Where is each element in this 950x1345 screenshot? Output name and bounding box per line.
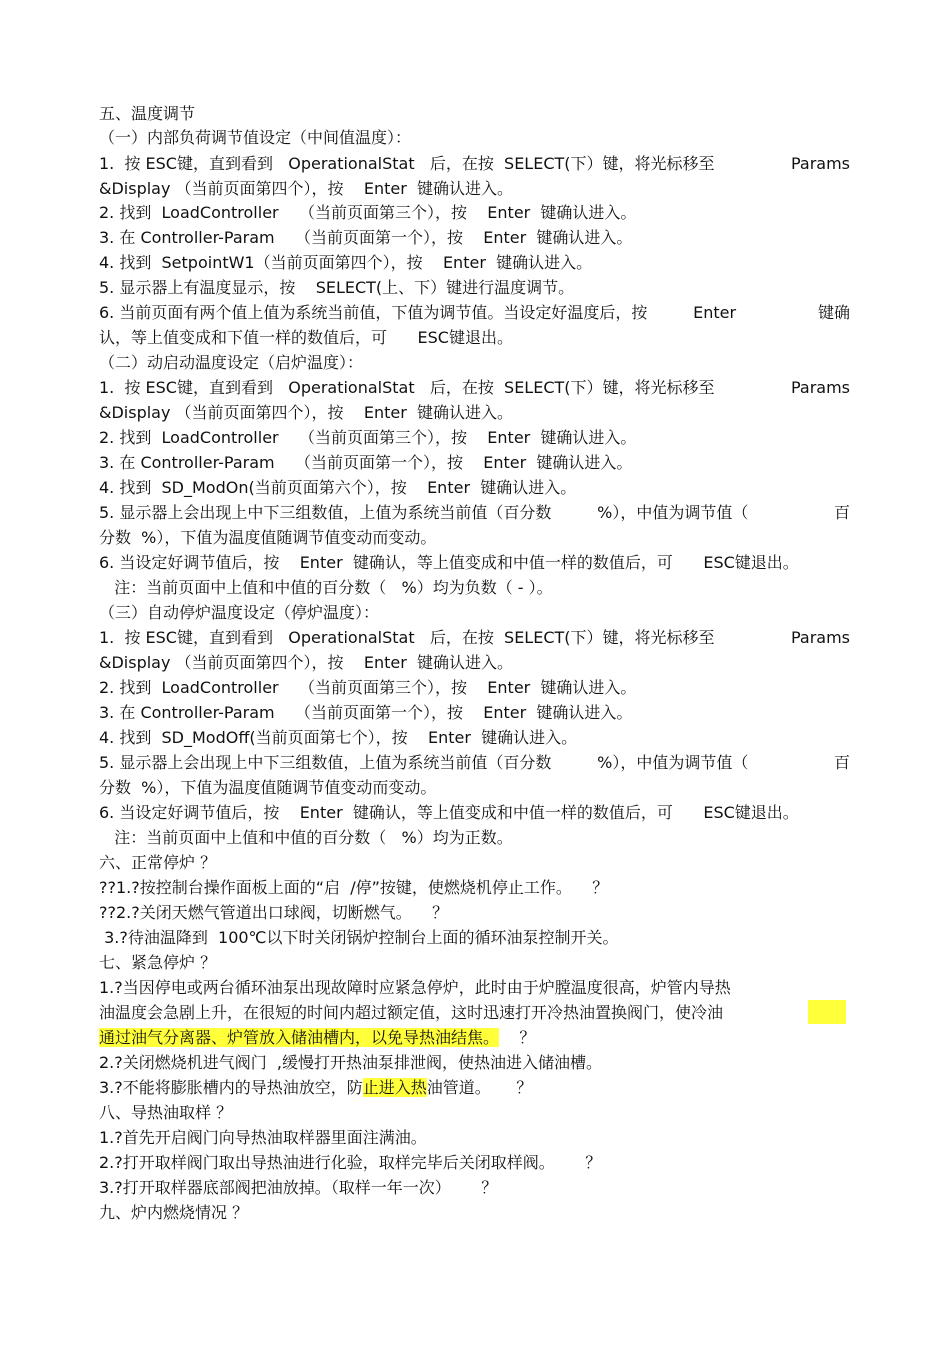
paragraph-line: 2. 找到 LoadController （当前页面第三个），按 Enter 键确认进入。 <box>99 428 637 447</box>
paragraph-line: 2.?打开取样阀门取出导热油进行化验，取样完毕后关闭取样阀。 ？ <box>99 1153 602 1172</box>
paragraph-line: 1. 按 ESC键，直到看到 OperationalStat 后，在按 SELECT(下）键，将光标移至 Params <box>99 154 850 173</box>
paragraph-line: 6. 当设定好调节值后，按 Enter 键确认，等上值变成和中值一样的数值后，可 ESC键退出。 <box>99 803 799 822</box>
section-9-heading: 九、炉内燃烧情况 ？ <box>99 1203 249 1222</box>
section-8-heading: 八、导热油取样 ？ <box>99 1103 233 1122</box>
paragraph-line: ??2.?关闭天燃气管道出口球阀，切断燃气。 ？ <box>99 903 449 922</box>
paragraph-line: 3.?不能将膨胀槽内的导热油放空，防止进入热油管道。 ？ <box>99 1078 533 1097</box>
section-5-2-heading: （二）动启动温度设定（启炉温度）： <box>99 353 364 372</box>
paragraph-line: 4. 找到 SD_ModOn(当前页面第六个），按 Enter 键确认进入。 <box>99 478 577 497</box>
paragraph-line: 通过油气分离器、炉管放入储油槽内，以免导热油结焦。 ？ <box>99 1028 536 1047</box>
paragraph-line: 1.?当因停电或两台循环油泵出现故障时应紧急停炉，此时由于炉膛温度很高，炉管内导热 <box>99 978 731 997</box>
note-line: 注：当前页面中上值和中值的百分数（ %）均为正数。 <box>99 828 513 847</box>
section-7-heading: 七、紧急停炉 ？ <box>99 953 217 972</box>
paragraph-line: 5. 显示器上会出现上中下三组数值，上值为系统当前值（百分数 %），中值为调节值（ 百 <box>99 753 850 772</box>
paragraph-line: &Display （当前页面第四个），按 Enter 键确认进入。 <box>99 179 514 198</box>
paragraph-line: 5. 显示器上会出现上中下三组数值，上值为系统当前值（百分数 %），中值为调节值（ 百 <box>99 503 850 522</box>
paragraph-line: 6. 当设定好调节值后，按 Enter 键确认，等上值变成和中值一样的数值后，可 ESC键退出。 <box>99 553 799 572</box>
paragraph-line: 1. 按 ESC键，直到看到 OperationalStat 后，在按 SELECT(下）键，将光标移至 Params <box>99 628 850 647</box>
paragraph-line: 3. 在 Controller-Param （当前页面第一个），按 Enter 键确认进入。 <box>99 703 633 722</box>
paragraph-line: 油温度会急剧上升，在很短的时间内超过额定值，这时迅速打开冷热油置换阀门，使冷油 <box>99 1003 724 1022</box>
paragraph-line: ??1.?按控制台操作面板上面的“启 /停”按键，使燃烧机停止工作。 ？ <box>99 878 609 897</box>
paragraph-line: 4. 找到 SD_ModOff(当前页面第七个），按 Enter 键确认进入。 <box>99 728 578 747</box>
paragraph-line: 1. 按 ESC键，直到看到 OperationalStat 后，在按 SELECT(下）键，将光标移至 Params <box>99 378 850 397</box>
section-5-3-heading: （三）自动停炉温度设定（停炉温度）： <box>99 603 380 622</box>
highlighted-text: 通过油气分离器、炉管放入储油槽内，以免导热油结焦。 <box>99 1028 500 1047</box>
section-5-1-heading: （一）内部负荷调节值设定（中间值温度）： <box>99 128 412 147</box>
section-6-heading: 六、正常停炉 ？ <box>99 853 217 872</box>
paragraph-line: 3. 在 Controller-Param （当前页面第一个），按 Enter 键确认进入。 <box>99 453 633 472</box>
highlighted-text: 止进入热 <box>362 1078 427 1097</box>
paragraph-line: 认，等上值变成和下值一样的数值后，可 ESC键退出。 <box>99 328 513 347</box>
highlight-mark <box>808 1000 846 1024</box>
paragraph-line: 3.?打开取样器底部阀把油放掉。（取样一年一次） ？ <box>99 1178 498 1197</box>
paragraph-line: &Display （当前页面第四个），按 Enter 键确认进入。 <box>99 403 514 422</box>
paragraph-line: 3.?待油温降到 100℃以下时关闭锅炉控制台上面的循环油泵控制开关。 <box>99 928 619 947</box>
section-5-heading: 五、温度调节 <box>99 104 196 123</box>
paragraph-line: 2.?关闭燃烧机进气阀门 ,缓慢打开热油泵排泄阀，使热油进入储油槽。 <box>99 1053 603 1072</box>
paragraph-line: 分数 %），下值为温度值随调节值变动而变动。 <box>99 778 437 797</box>
paragraph-line: 2. 找到 LoadController （当前页面第三个），按 Enter 键确认进入。 <box>99 203 637 222</box>
paragraph-line: &Display （当前页面第四个），按 Enter 键确认进入。 <box>99 653 514 672</box>
paragraph-line: 5. 显示器上有温度显示，按 SELECT(上、下）键进行温度调节。 <box>99 278 575 297</box>
paragraph-line: 4. 找到 SetpointW1（当前页面第四个），按 Enter 键确认进入。 <box>99 253 593 272</box>
note-line: 注：当前页面中上值和中值的百分数（ %）均为负数（ - ）。 <box>99 578 553 597</box>
paragraph-line: 1.?首先开启阀门向导热油取样器里面注满油。 <box>99 1128 427 1147</box>
paragraph-line: 分数 %），下值为温度值随调节值变动而变动。 <box>99 528 437 547</box>
paragraph-line: 2. 找到 LoadController （当前页面第三个），按 Enter 键确认进入。 <box>99 678 637 697</box>
paragraph-line: 3. 在 Controller-Param （当前页面第一个），按 Enter 键确认进入。 <box>99 228 633 247</box>
paragraph-line: 6. 当前页面有两个值上值为系统当前值，下值为调节值。当设定好温度后，按 Enter 键确 <box>99 303 850 322</box>
